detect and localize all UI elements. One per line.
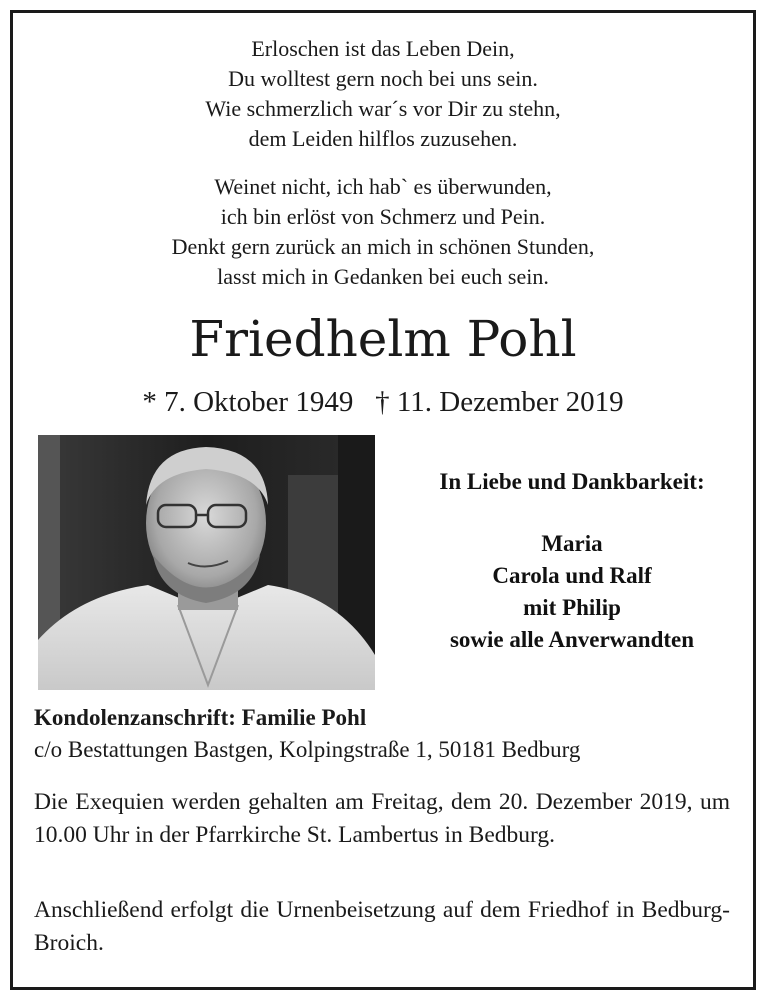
poem-stanza-2 <box>0 172 766 292</box>
deceased-name: Friedhelm Pohl <box>189 310 577 368</box>
burial-paragraph: Anschließend erfolgt die Urnenbeisetzung auf dem Friedhof in Bedburg-Broich. <box>34 897 730 956</box>
mourner-name: mit Philip <box>523 595 621 620</box>
portrait-photo-icon <box>38 435 375 690</box>
poem-stanza-1 <box>0 34 766 154</box>
poem-line: dem Leiden hilflos zuzusehen. <box>248 126 518 151</box>
signoff-heading: In Liebe und Dankbarkeit: <box>439 469 705 494</box>
poem-line: Wie schmerzlich war´s vor Dir zu stehn, <box>205 96 561 121</box>
mourner-name: sowie alle Anverwandten <box>449 627 695 652</box>
life-dates <box>0 384 766 420</box>
death-date: † 11. Dezember 2019 <box>375 386 624 418</box>
condolence-address: c/o Bestattungen Bastgen, Kolpingstraße 1, 50181 Bedburg <box>34 737 581 762</box>
exequies-paragraph: Die Exequien werden gehalten am Freitag, dem 20. Dezember 2019, um 10.00 Uhr in der Pfarrkirche St. Lambertus in Bedburg. <box>34 789 730 848</box>
poem-line: Weinet nicht, ich hab` es überwunden, <box>214 174 552 199</box>
poem-line: ich bin erlöst von Schmerz und Pein. <box>220 204 546 229</box>
poem-line: Denkt gern zurück an mich in schönen Stunden, <box>171 234 595 259</box>
mourners-list <box>392 528 752 656</box>
poem-line: Du wolltest gern noch bei uns sein. <box>228 66 538 91</box>
mourner-name: Carola und Ralf <box>492 563 652 588</box>
poem-line: Erloschen ist das Leben Dein, <box>251 36 515 61</box>
birth-date: * 7. Oktober 1949 <box>142 386 354 418</box>
poem-line: lasst mich in Gedanken bei euch sein. <box>217 264 549 289</box>
condolence-label: Kondolenzanschrift: Familie Pohl <box>34 705 367 730</box>
mourner-name: Maria <box>541 531 603 556</box>
condolence-address-block <box>34 702 734 766</box>
